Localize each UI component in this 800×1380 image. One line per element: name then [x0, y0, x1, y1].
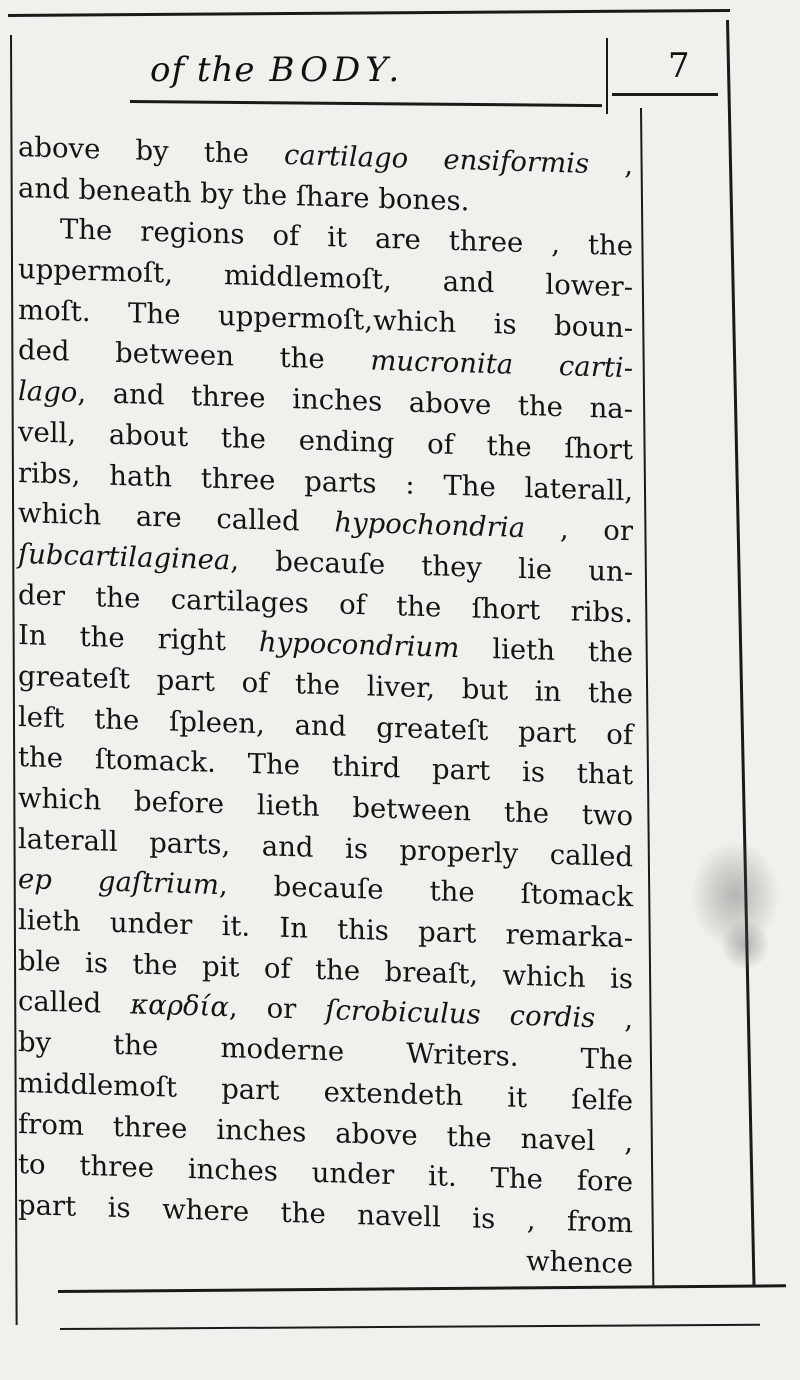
italic-term: ep gaſtrium [18, 863, 219, 902]
text-segment: , becauſe they lie un- [230, 544, 633, 589]
bottom-rule [58, 1284, 786, 1293]
frame-right-inner [640, 108, 654, 1288]
text-segment: left the ſpleen, and greateſt part of [18, 700, 633, 751]
frame-gutter [606, 38, 608, 114]
text-segment: middlemoſt part extendeth it ſelfe [18, 1066, 633, 1118]
italic-term: hypochondria [334, 506, 526, 545]
text-segment: to three inches under it. The fore [18, 1148, 633, 1199]
text-segment: which before lieth between the two [18, 782, 633, 833]
text-segment: The regions of it are three , the [60, 213, 633, 263]
text-segment: ble is the pit of the breaſt, which is [18, 944, 633, 996]
text-segment: , or [228, 991, 326, 1027]
top-rule [8, 9, 730, 17]
text-segment: , becauſe the ſtomack [218, 869, 633, 914]
text-segment: , and three inches above the na- [77, 376, 633, 426]
text-segment: moſt. The uppermoſt,which is boun- [18, 293, 633, 345]
text-segment: vell, about the ending of the ſhort [18, 415, 633, 467]
bottom-rule-lower [60, 1324, 760, 1330]
text-segment: der the cartilages of the ſhort ribs. [18, 578, 633, 629]
text-segment: part is where the navell is , from [18, 1188, 633, 1240]
text-segment: laterall parts, and is properly called [18, 822, 633, 873]
text-segment: above by the [18, 131, 285, 171]
running-head-prefix: of the [150, 50, 256, 90]
frame-left [10, 35, 18, 1325]
italic-term: ſubcartilaginea [18, 537, 231, 577]
italic-term: hypocondrium [258, 626, 460, 665]
text-segment: by the moderne Writers. The [18, 1026, 633, 1077]
italic-term: mucronita carti- [370, 344, 633, 385]
text-segment: and beneath by the ſhare bones. [18, 171, 470, 218]
text-segment: ribs, hath three parts : The laterall, [18, 456, 633, 507]
text-segment: lieth under it. In this part remarka- [18, 904, 633, 955]
body-text [18, 127, 633, 1285]
text-segment: lieth the [459, 632, 633, 670]
text-segment: the ſtomack. The third part is that [18, 741, 633, 792]
header-underline-left [130, 100, 602, 107]
text-segment: uppermoſt, middlemoſt, and lower- [18, 253, 633, 304]
italic-term: ſcrobiculus cordis [325, 994, 596, 1035]
text-segment: greateſt part of the liver, but in the [18, 659, 633, 711]
text-segment: , [589, 147, 633, 182]
page-number: 7 [668, 46, 690, 86]
header-underline-right [612, 93, 718, 96]
text-segment: from three inches above the navel , [18, 1107, 633, 1158]
ink-bleed-stain-small [720, 920, 770, 970]
text-segment: In the right [18, 619, 259, 659]
text-segment: called [18, 985, 131, 1021]
italic-term: lago [18, 375, 78, 409]
italic-term: cartilago ensiformis [284, 138, 590, 180]
text-segment: ded between the [18, 334, 371, 377]
running-head-title: BODY. [269, 50, 405, 90]
frame-right-outer [726, 20, 755, 1285]
running-head [150, 50, 404, 90]
italic-term: καρδία [130, 988, 229, 1024]
text-segment: , or [525, 512, 633, 548]
text-segment: whence [526, 1244, 633, 1280]
text-segment: , [595, 1002, 633, 1036]
text-segment: which are called [18, 497, 335, 539]
